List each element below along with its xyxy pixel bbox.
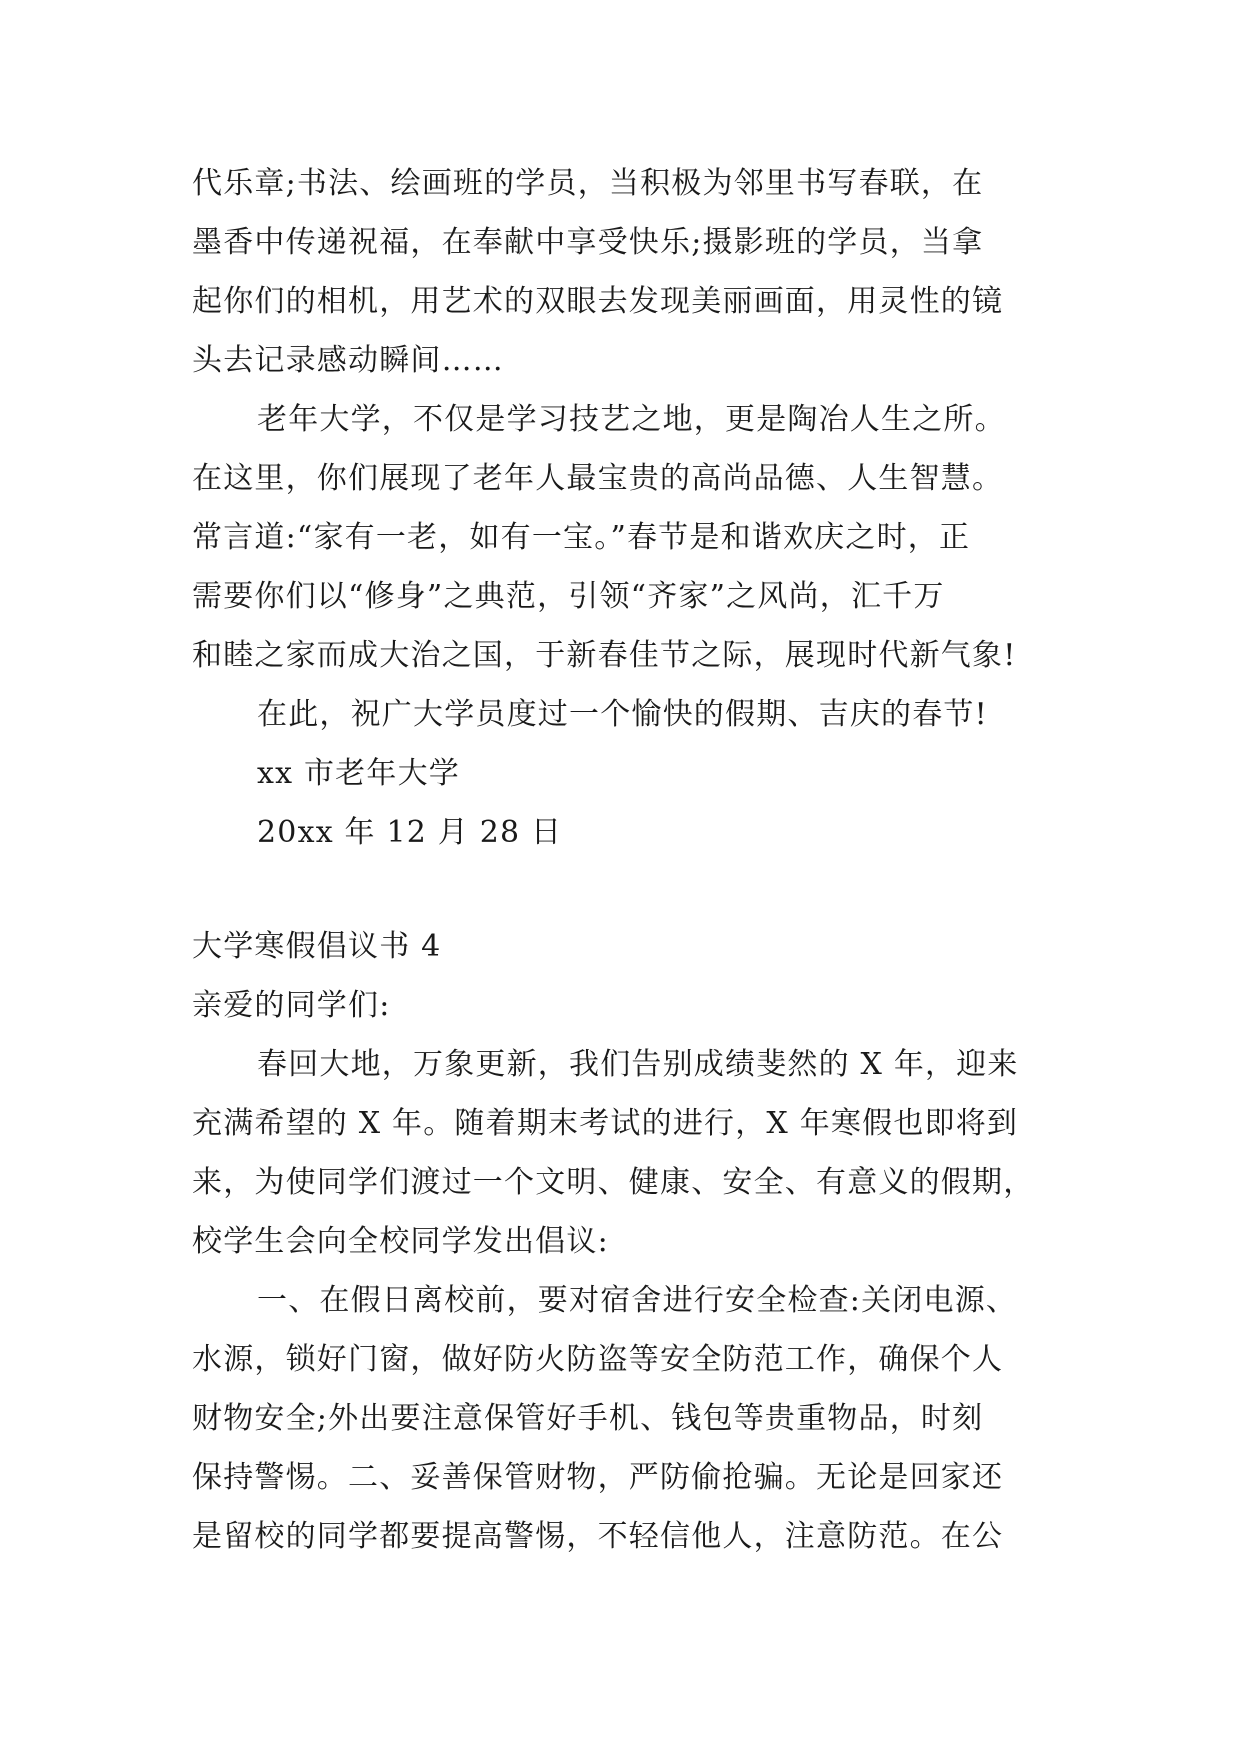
- closing-line: 在此，祝广大学员度过一个愉快的假期、吉庆的春节!: [257, 697, 988, 732]
- text-line: 财物安全;外出要注意保管好手机、钱包等贵重物品，时刻: [192, 1401, 984, 1436]
- text-line: 老年大学，不仅是学习技艺之地，更是陶冶人生之所。: [257, 402, 1006, 437]
- text-line: 校学生会向全校同学发出倡议:: [192, 1224, 609, 1259]
- text-line: 代乐章;书法、绘画班的学员，当积极为邻里书写春联，在: [192, 166, 984, 201]
- greeting: 亲爱的同学们:: [192, 988, 391, 1023]
- text-line: 是留校的同学都要提高警惕，不轻信他人，注意防范。在公: [192, 1519, 1004, 1554]
- date-line: 20xx 年 12 月 28 日: [257, 815, 563, 850]
- text-line: 水源，锁好门窗，做好防火防盗等安全防范工作，确保个人: [192, 1342, 1004, 1377]
- text-line: 保持警惕。二、妥善保管财物，严防偷抢骗。无论是回家还: [192, 1460, 1004, 1495]
- text-line: 墨香中传递祝福，在奉献中享受快乐;摄影班的学员，当拿: [192, 225, 984, 260]
- text-line: 来，为使同学们渡过一个文明、健康、安全、有意义的假期，: [192, 1165, 1035, 1200]
- text-line: 春回大地，万象更新，我们告别成绩斐然的 X 年，迎来: [257, 1047, 1019, 1082]
- text-line: 常言道:“家有一老，如有一宝。”春节是和谐欢庆之时，正: [192, 520, 971, 555]
- text-line: 需要你们以“修身”之典范，引领“齐家”之风尚，汇千万: [192, 579, 945, 614]
- text-line: 头去记录感动瞬间……: [192, 343, 504, 378]
- text-line: 一、在假日离校前，要对宿舍进行安全检查:关闭电源、: [257, 1283, 1018, 1318]
- text-line: 和睦之家而成大治之国，于新春佳节之际，展现时代新气象!: [192, 638, 1017, 673]
- text-line: 在这里，你们展现了老年人最宝贵的高尚品德、人生智慧。: [192, 461, 1004, 496]
- signature: xx 市老年大学: [257, 756, 460, 791]
- text-line: 起你们的相机，用艺术的双眼去发现美丽画面，用灵性的镜: [192, 284, 1004, 319]
- text-line: 充满希望的 X 年。随着期末考试的进行，X 年寒假也即将到: [192, 1106, 1019, 1141]
- section-title: 大学寒假倡议书 4: [192, 929, 442, 964]
